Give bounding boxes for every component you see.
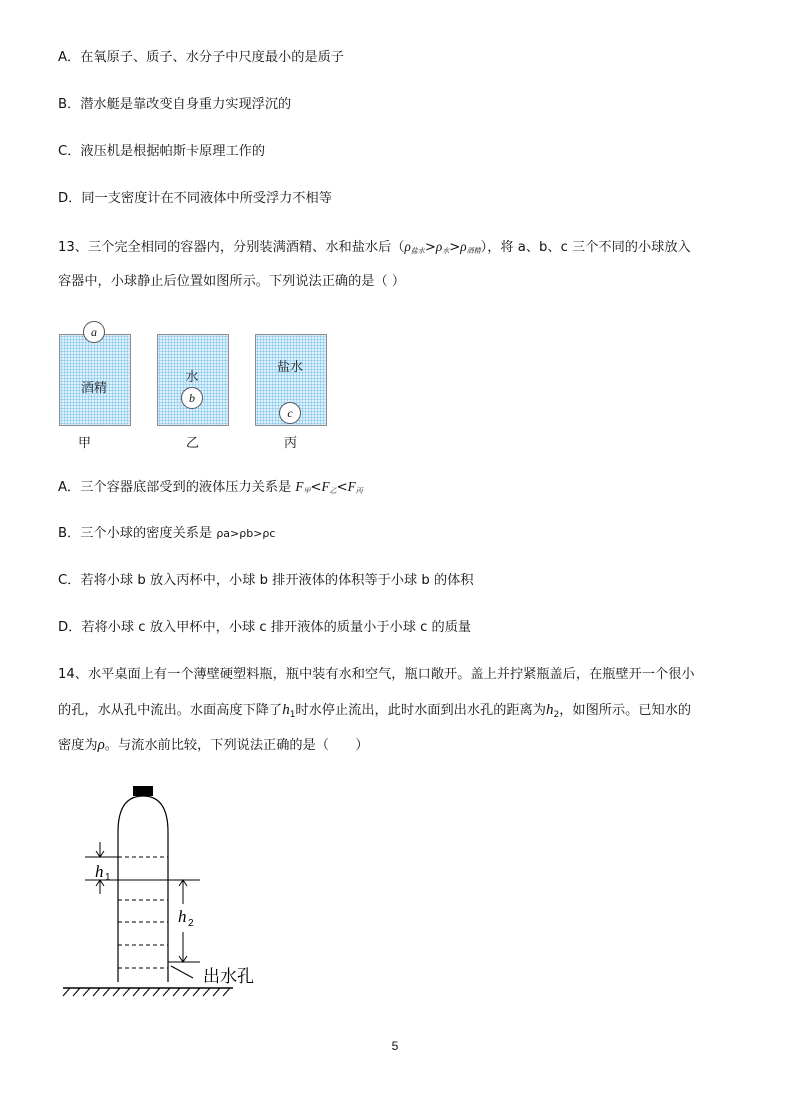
page-number: 5 (391, 1039, 399, 1053)
q13-stem-line-2: 容器中，小球静止后位置如图所示。下列说法正确的是（ ） (58, 274, 406, 289)
dashed-levels (118, 857, 168, 968)
ball-b: b (181, 387, 203, 409)
bottle-outline (118, 796, 168, 982)
q13-stem-1a: 13、三个完全相同的容器内，分别装满酒精、水和盐水后（ (58, 240, 405, 255)
h1-label: h (95, 862, 104, 881)
caption-yi: 乙 (186, 436, 200, 451)
label-alcohol: 酒精 (80, 381, 107, 396)
rho-symbol: ρ (97, 737, 105, 753)
q14-stem-line-3 (58, 735, 369, 756)
label-salt-water: 盐水 (276, 360, 303, 375)
ball-c: c (279, 402, 301, 424)
q14-stem-2a: 的孔，水从孔中流出。水面高度下降了 (58, 703, 283, 718)
force-symbol: F (321, 479, 330, 494)
caption-bing: 丙 (284, 436, 298, 451)
q12-option-c: C．液压机是根据帕斯卡原理工作的 (58, 144, 266, 159)
ground-hatching (63, 988, 230, 996)
lt-symbol: < (310, 480, 322, 495)
q13-option-a (58, 477, 363, 501)
h1-symbol: h (282, 702, 290, 718)
sub-water: 水 (442, 247, 450, 255)
force-symbol: F (347, 479, 356, 494)
q14-bottle-figure (55, 782, 285, 1004)
h2-label: h (178, 907, 187, 926)
q13-a-prefix: A．三个容器底部受到的液体压力关系是 (58, 480, 296, 495)
outlet-pointer (171, 966, 193, 978)
sub-jia: 甲 (303, 487, 311, 495)
q13-stem-line-1 (58, 237, 691, 261)
q14-stem-2c: ，如图所示。已知水的 (559, 703, 692, 718)
rho-symbol: ρ (404, 239, 411, 254)
ball-a: a (83, 321, 105, 343)
q13-stem-1b: ），将 a、b、c 三个不同的小球放入 (480, 240, 691, 255)
q14-stem-2b: 时水停止流出，此时水面到出水孔的距离为 (295, 703, 546, 718)
gt-symbol: > (424, 240, 436, 255)
h2-label-sub: 2 (188, 918, 194, 929)
q14-stem-3b: 。与流水前比较，下列说法正确的是（ ） (104, 738, 369, 753)
rho-symbol: ρ (435, 239, 443, 254)
q13-option-d: D．若将小球 c 放入甲杯中，小球 c 排开液体的质量小于小球 c 的质量 (58, 620, 472, 635)
q12-option-b: B．潜水艇是靠改变自身重力实现浮沉的 (58, 97, 292, 112)
q12-option-a: A．在氧原子、质子、水分子中尺度最小的是质子 (58, 50, 344, 65)
h2-subscript: 2 (553, 710, 560, 720)
h2-symbol: h (545, 702, 554, 718)
sub-salt: 盐水 (410, 247, 425, 255)
lt-symbol: < (336, 480, 348, 495)
q12-option-d: D．同一支密度计在不同液体中所受浮力不相等 (58, 191, 332, 206)
outlet-label: 出水孔 (203, 967, 254, 987)
sub-yi: 乙 (329, 487, 337, 495)
q13-option-c: C．若将小球 b 放入丙杯中，小球 b 排开液体的体积等于小球 b 的体积 (58, 573, 474, 588)
h1-label-sub: 1 (105, 872, 111, 883)
rho-symbol: ρ (460, 239, 467, 254)
q14-stem-line-1: 14、水平桌面上有一个薄壁硬塑料瓶，瓶中装有水和空气，瓶口敞开。盖上并拧紧瓶盖后，在瓶壁开一个很小 (58, 667, 695, 682)
sub-bing: 丙 (355, 487, 363, 495)
q13-option-b (58, 524, 275, 544)
force-symbol: F (295, 479, 304, 494)
gt-symbol: > (449, 240, 461, 255)
h1-subscript: 1 (289, 710, 296, 720)
caption-jia: 甲 (78, 436, 92, 451)
label-water: 水 (185, 370, 199, 385)
q14-stem-line-2 (58, 700, 691, 725)
q14-stem-3a: 密度为 (58, 738, 98, 753)
bottle-cap (133, 786, 153, 796)
q13-b-relation: ρa>ρb>ρc (216, 527, 276, 540)
sub-alcohol: 酒精 (466, 247, 481, 255)
q13-b-prefix: B．三个小球的密度关系是 (58, 526, 217, 541)
